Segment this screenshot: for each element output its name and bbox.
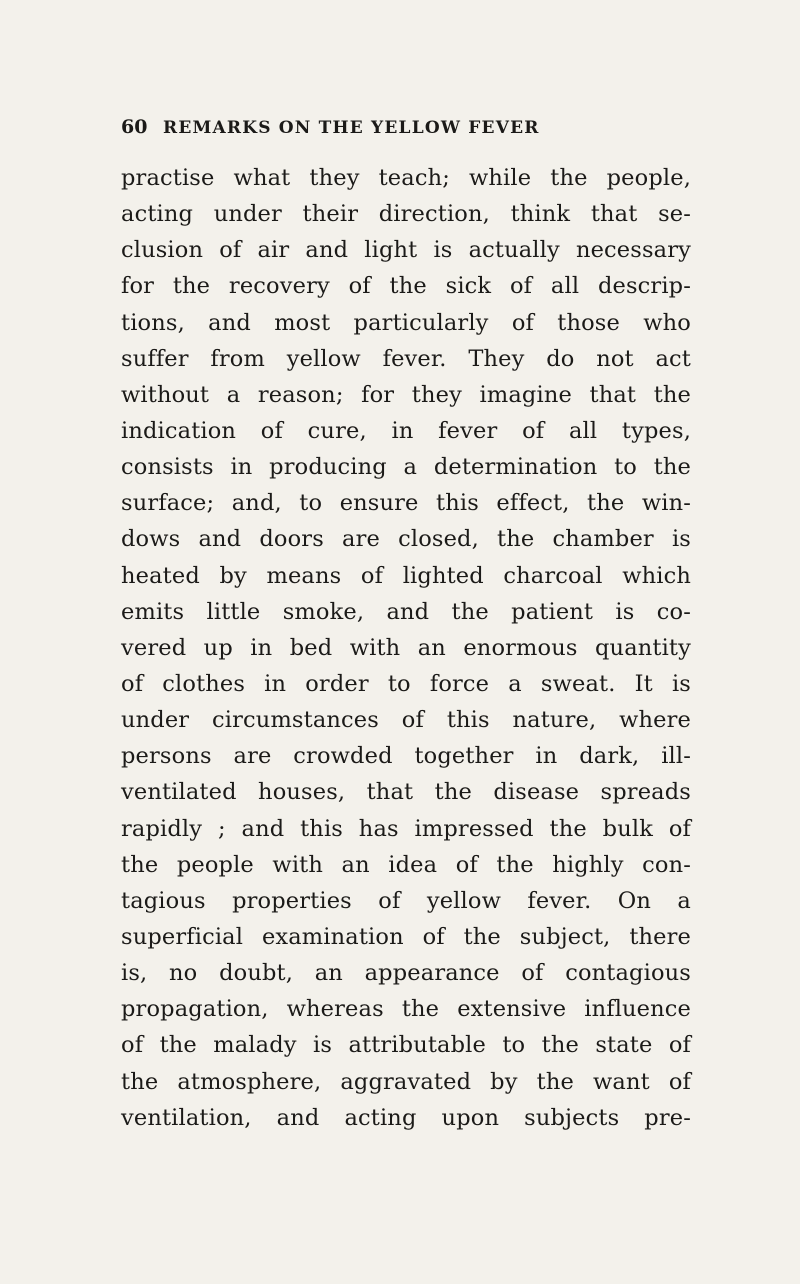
text-line: consists in producing a determination to the (121, 454, 691, 481)
running-title: REMARKS ON THE YELLOW FEVER (163, 118, 540, 138)
text-line: surface; and, to ensure this effect, the win- (121, 490, 691, 517)
text-line: ventilated houses, that the disease spreads (121, 779, 691, 806)
text-line: without a reason; for they imagine that the (121, 381, 691, 408)
text-line: under circumstances of this nature, where (121, 707, 691, 734)
text-line: suffer from yellow fever. They do not act (121, 345, 691, 372)
text-line: clusion of air and light is actually necessary (121, 237, 691, 264)
text-line: is, no doubt, an appearance of contagious (121, 960, 691, 987)
text-line: vered up in bed with an enormous quantity (121, 634, 691, 661)
text-line: propagation, whereas the extensive influence (121, 996, 691, 1023)
text-line: tions, and most particularly of those who (121, 309, 691, 336)
text-line: of the malady is attributable to the state of (121, 1032, 691, 1059)
body-text (121, 160, 691, 1136)
text-line: dows and doors are closed, the chamber is (121, 526, 691, 553)
text-line: practise what they teach; while the people, (121, 165, 691, 191)
text-line: acting under their direction, think that se- (121, 201, 691, 228)
text-line: emits little smoke, and the patient is co- (121, 598, 691, 625)
text-line: superficial examination of the subject, there (121, 923, 691, 950)
text-line: for the recovery of the sick of all descrip- (121, 273, 691, 300)
text-line: heated by means of lighted charcoal which (121, 562, 691, 589)
text-line: the atmosphere, aggravated by the want of (121, 1068, 691, 1095)
text-line: rapidly ; and this has impressed the bulk of (121, 815, 691, 842)
text-line: persons are crowded together in dark, ill- (121, 743, 691, 770)
running-head (121, 116, 681, 146)
text-line: indication of cure, in fever of all types, (121, 417, 691, 444)
text-line: of clothes in order to force a sweat. It is (121, 670, 691, 697)
page-number: 60 (121, 116, 148, 138)
text-line: ventilation, and acting upon subjects pre- (121, 1104, 691, 1131)
text-line: tagious properties of yellow fever. On a (121, 887, 691, 914)
text-line: the people with an idea of the highly con- (121, 851, 691, 878)
